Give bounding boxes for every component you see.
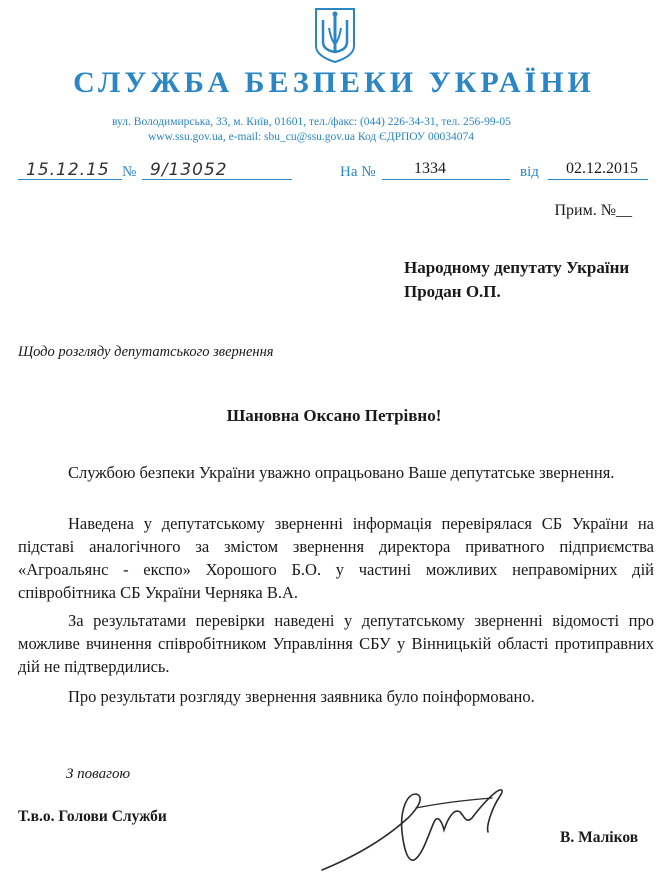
trident-icon [313, 6, 357, 64]
na-label: На № [340, 164, 376, 180]
prim-number: Прим. №__ [554, 202, 632, 219]
body-paragraph: Про результати розгляду звернення заявника було поінформовано. [68, 687, 535, 706]
subject-line: Щодо розгляду депутатського звернення [18, 344, 274, 360]
closing-regards: З повагою [66, 766, 131, 782]
body-paragraph: Службою безпеки України уважно опрацьовано Ваше депутатське звернення. [68, 463, 615, 482]
vid-value: 02.12.2015 [566, 160, 638, 177]
registration-line [0, 160, 668, 186]
vid-label: від [520, 164, 539, 180]
signatory-name: В. Маліков [560, 829, 639, 846]
body-paragraph: Наведена у депутатському зверненні інформація перевірялася СБ України на підставі аналогічного за змістом звернення директора приватного підприємства «Агроальянс - експо» Хорошого Б.О. у частині можливих неправомірних дій співробітника СБ України Черняка В.А. [18, 514, 654, 602]
body-paragraph: За результатами перевірки наведені у депутатському зверненні відомості про можливе вчинення співробітником Управління СБУ у Вінницькій області протиправних дій не підтвердились. [18, 611, 654, 676]
recipient-title: Народному депутату України [404, 258, 630, 277]
greeting: Шановна Оксано Петрівно! [226, 406, 442, 425]
signatory-position: Т.в.о. Голови Служби [18, 808, 167, 825]
signature [316, 778, 546, 878]
na-value: 1334 [414, 160, 446, 177]
agency-address: вул. Володимирська, 33, м. Київ, 01601, тел./факс: (044) 226-34-31, тел. 256-99-05 [112, 116, 511, 128]
outgoing-number: 9/13052 [150, 160, 228, 180]
agency-name: СЛУЖБА БЕЗПЕКИ УКРАЇНИ [73, 66, 595, 99]
recipient-name: Продан О.П. [404, 282, 501, 301]
number-symbol: № [122, 164, 137, 180]
agency-contacts: www.ssu.gov.ua, e-mail: sbu_cu@ssu.gov.ua Код ЄДРПОУ 00034074 [148, 131, 474, 143]
outgoing-date: 15.12.15 [26, 160, 110, 180]
